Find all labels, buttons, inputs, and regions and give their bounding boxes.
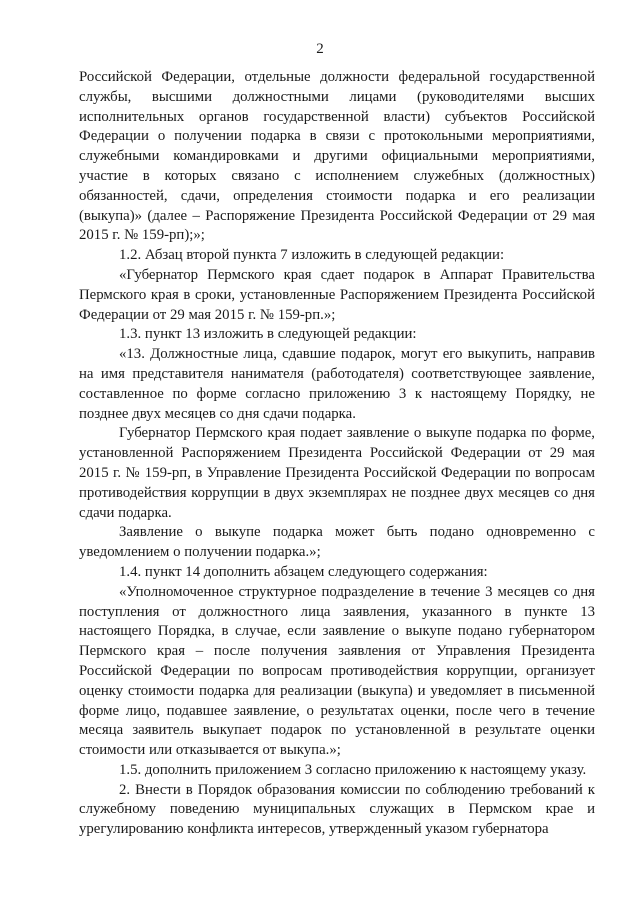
paragraph-1-3: 1.3. пункт 13 изложить в следующей редакции: [119, 326, 417, 343]
paragraph-governor-application: Губернатор Пермского края подает заявление о выкупе подарка по форме, установленной Распоряжением Президента Российской Федерации от 29 мая 2015 г. № 159-рп, в Управление Президента Российской Федерации по вопросам противодействия коррупции в двух экземплярах не позднее двух месяцев со дня сдачи подарка. [79, 425, 595, 521]
paragraph-continuation: Российской Федерации, отдельные должности федеральной государственной службы, высшими должностными лицами (руководителями высших исполнительных органов государственной власти) субъектов Российской Федерации о получении подарка в связи с протокольными мероприятиями, служебными командировками и другими официальными мероприятиями, участие в которых связано с исполнением служебных (должностных) обязанностей, сдачи, определения стоимости подарка и его реализации (выкупа)» (далее – Распоряжение Президента Российской Федерации от 29 мая 2015 г. № 159-рп);»; [79, 69, 595, 244]
document-body [79, 68, 595, 840]
paragraph-1-5: 1.5. дополнить приложением 3 согласно приложению к настоящему указу. [119, 761, 587, 778]
paragraph-authorized-unit: «Уполномоченное структурное подразделение в течение 3 месяцев со дня поступления от должностного лица заявления, указанного в пункте 13 настоящего Порядка, в случае, если заявление о выкупе подано губернатором Пермского края – после получения заявления от Управления Президента Российской Федерации по вопросам противодействия коррупции, организует оценку стоимости подарка для реализации (выкупа) и уведомляет в письменной форме лицо, подавшее заявление, о результатах оценки, после чего в течение месяца заявитель выкупает подарок по установленной в результате оценки стоимости или отказывается от выкупа.»; [79, 583, 595, 759]
page-number: 2 [316, 41, 324, 57]
paragraph-quote-governor: «Губернатор Пермского края сдает подарок в Аппарат Правительства Пермского края в сроки, установленные Распоряжением Президента Российской Федерации от 29 мая 2015 г. № 159-рп.»; [79, 266, 595, 323]
paragraph-1-4: 1.4. пункт 14 дополнить абзацем следующего содержания: [119, 563, 488, 580]
paragraph-2: 2. Внести в Порядок образования комиссии по соблюдению требований к служебному поведению муниципальных служащих в Пермском крае и урегулированию конфликта интересов, утвержденный указом губернатора [79, 781, 595, 838]
paragraph-item-13: «13. Должностные лица, сдавшие подарок, могут его выкупить, направив на имя представителя нанимателя (работодателя) соответствующее заявление, составленное по форме согласно приложению 3 к настоящему Порядку, не позднее двух месяцев со дня сдачи подарка. [79, 346, 595, 422]
paragraph-application-notice: Заявление о выкупе подарка может быть подано одновременно с уведомлением о получении подарка.»; [79, 524, 595, 561]
paragraph-1-2: 1.2. Абзац второй пункта 7 изложить в следующей редакции: [119, 247, 505, 264]
